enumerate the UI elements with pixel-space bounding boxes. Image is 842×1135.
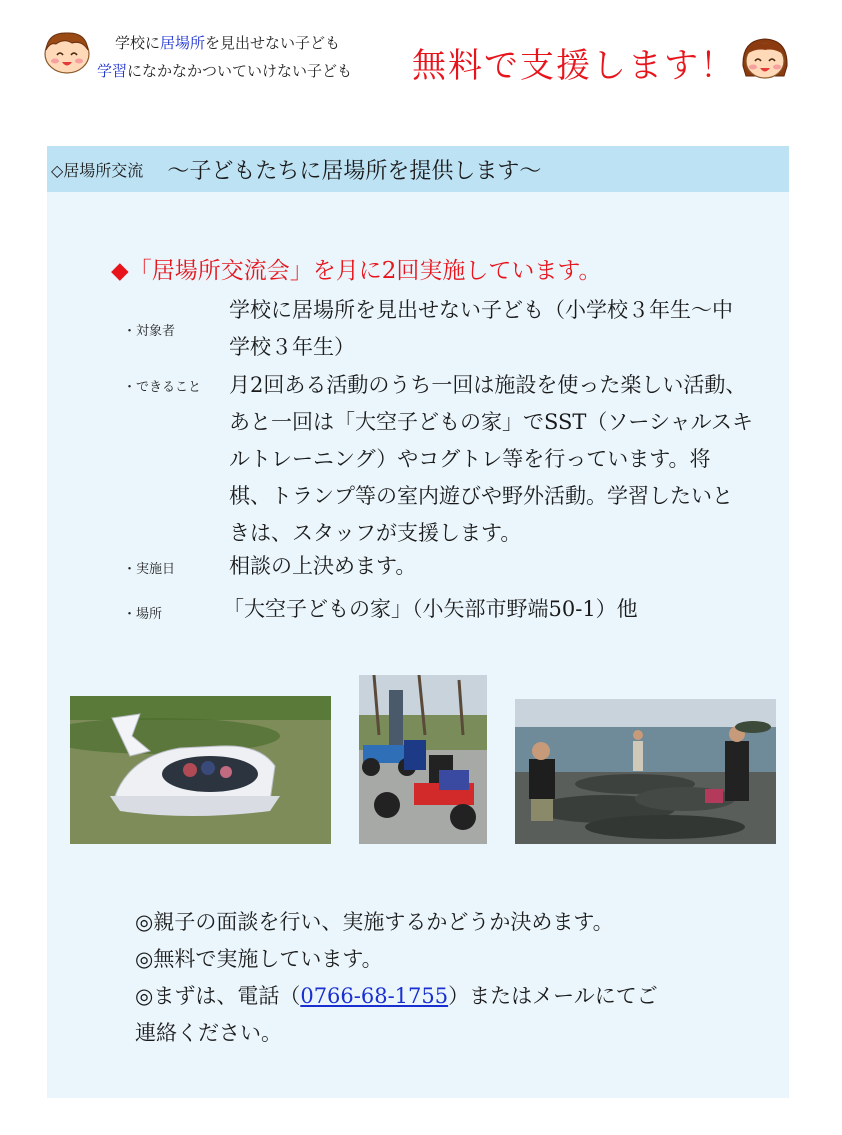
boy-face-icon (42, 30, 92, 74)
row-label-activities: ・できること (123, 380, 202, 395)
note-free: ◎無料で実施しています。 (135, 947, 383, 971)
row-value-place: 「大空子どもの家」（小矢部市野端50-1）他 (223, 597, 638, 621)
note-contact-end: 連絡ください。 (135, 1021, 282, 1045)
notes-block (135, 904, 658, 1052)
section-heading: ◆「居場所交流会」を月に2回実施しています。 (111, 258, 602, 284)
header-line-1: 学校に居場所を見出せない子ども (115, 34, 341, 52)
phone-link[interactable]: 0766-68-1755 (300, 984, 449, 1008)
row-value-target: 学校に居場所を見出せない子ども（小学校３年生〜中 学校３年生） (229, 298, 733, 359)
info-panel (47, 146, 789, 1098)
row-label-date: ・実施日 (123, 562, 176, 577)
header-line-2: 学習になかなかついていけない子ども (97, 62, 353, 80)
header-accent-study: 学習 (97, 62, 128, 80)
section-header-title: 〜子どもたちに居場所を提供します〜 (167, 158, 542, 184)
section-header (47, 146, 789, 192)
row-label-place: ・場所 (123, 607, 163, 622)
header-accent-place: 居場所 (160, 34, 206, 52)
note-interview: ◎親子の面談を行い、実施するかどうか決めます。 (135, 910, 614, 934)
note-contact: ◎まずは、電話（0766-68-1755）またはメールにてご (135, 984, 658, 1008)
page-header (0, 0, 842, 110)
go-kart-photo (359, 675, 487, 844)
row-value-date: 相談の上決めます。 (229, 554, 417, 578)
section-header-label: ◇居場所交流 (51, 160, 144, 180)
header-headline: 無料で支援します！ (412, 46, 736, 86)
girl-face-icon (740, 36, 790, 80)
seaside-rocks-photo (515, 699, 776, 844)
swan-boat-photo (70, 696, 331, 844)
row-label-target: ・対象者 (123, 324, 176, 339)
row-value-activities: 月2回ある活動のうち一回は施設を使った楽しい活動、 あと一回は「大空子どもの家」でSST（ソーシャルスキ ルトレーニング）やコグトレ等を行っています。将 棋、トランプ等の室内遊びや野外活動。学習したいと きは、スタッフが支援します。 (229, 373, 753, 545)
